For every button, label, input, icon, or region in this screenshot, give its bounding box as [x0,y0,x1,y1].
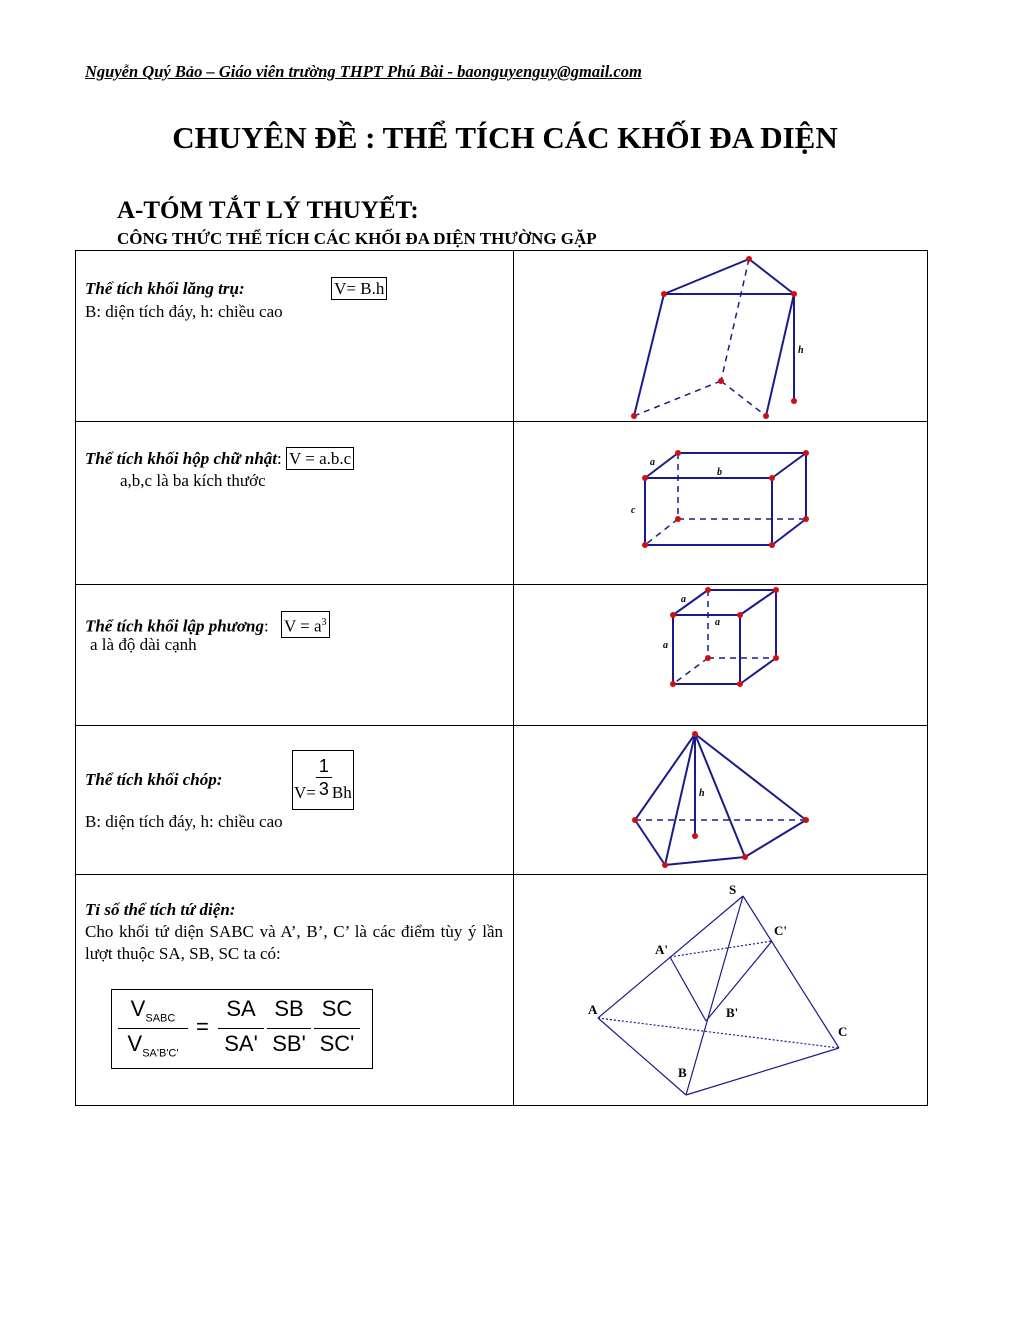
cube-formula-exp: 3 [321,617,327,628]
cube-a-label-3: a [663,640,668,651]
ratio-sc-num: SC [314,996,360,1029]
box-b-label: b [717,467,722,478]
prism-formula: V= B.h [331,277,387,300]
table-row-box [76,422,928,585]
box-description: a,b,c là ba kích thước [120,471,266,490]
cube-formula-base: V = a [283,616,322,636]
table-row-tetrahedron [76,875,928,1106]
box-label-sep: : [277,449,282,468]
cube-figure [514,585,928,725]
point-c-prime-label: C' [774,923,787,938]
point-b-label: B [678,1065,687,1080]
pyramid-formula-num: 1 [316,755,332,778]
point-a-label: A [588,1002,598,1017]
box-c-label: c [631,505,636,516]
subsection-heading: CÔNG THỨC THỂ TÍCH CÁC KHỐI ĐA DIỆN THƯỜNG GẶP [117,229,597,248]
page-title: CHUYÊN ĐỀ : THỂ TÍCH CÁC KHỐI ĐA DIỆN [172,120,838,155]
tetra-description: Cho khối tứ diện SABC và A’, B’, C’ là các điểm tùy ý lần lượt thuộc SA, SB, SC ta có: [85,922,503,963]
pyramid-label: Thể tích khối chóp: [85,770,223,789]
cube-a-label-2: a [715,617,720,628]
pyramid-figure [514,726,928,874]
pyramid-h-label: h [699,788,705,799]
table-row-cube [76,585,928,726]
section-heading: A-TÓM TẮT LÝ THUYẾT: [117,197,419,224]
prism-description: B: diện tích đáy, h: chiều cao [85,302,283,321]
box-a-label: a [650,457,655,468]
ratio-sc-den: SC' [319,1031,355,1056]
pyramid-formula-suffix: Bh [331,783,352,803]
ratio-sb-den: SB' [272,1031,306,1056]
prism-h-label: h [798,345,804,356]
ratio-sa-num: SA [218,996,264,1029]
prism-figure [514,251,928,421]
formula-table [75,250,928,1106]
box-figure [514,422,928,584]
tetra-ratio-formula [111,989,373,1069]
tetra-label: Tỉ số thể tích tứ diện: [85,900,236,919]
table-row-pyramid [76,726,928,875]
box-formula: V = a.b.c [286,447,354,470]
point-s-label: S [729,882,737,897]
ratio-lhs-num: V [130,996,146,1021]
ratio-lhs-den-sub: SA'B'C' [142,1047,179,1060]
pyramid-formula-den: 3 [318,779,329,799]
point-a-prime-label: A' [655,942,668,957]
pyramid-formula-prefix: V= [294,783,316,803]
cube-formula [281,611,330,638]
page-header: Nguyễn Quý Bảo – Giáo viên trường THPT Phú Bài - baonguyenguy@gmail.com [85,62,642,81]
prism-label: Thể tích khối lăng trụ: [85,279,245,298]
table-row-prism [76,251,928,422]
ratio-sb-num: SB [267,996,311,1029]
box-label: Thể tích khối hộp chữ nhật [85,449,278,468]
tetra-figure [514,875,928,1105]
cube-description: a là độ dài cạnh [90,635,197,654]
point-b-prime-label: B' [726,1005,739,1020]
cube-label: Thể tích khối lập phương [85,616,264,636]
pyramid-formula [292,750,354,810]
cube-a-label-1: a [681,594,686,605]
ratio-equals: = [196,1014,209,1039]
ratio-sa-den: SA' [224,1031,258,1056]
cube-label-sep: : [263,616,269,636]
point-c-label: C [838,1024,848,1039]
ratio-lhs-den: V [127,1031,143,1056]
pyramid-description: B: diện tích đáy, h: chiều cao [85,812,283,831]
ratio-lhs-num-sub: SABC [145,1012,176,1025]
